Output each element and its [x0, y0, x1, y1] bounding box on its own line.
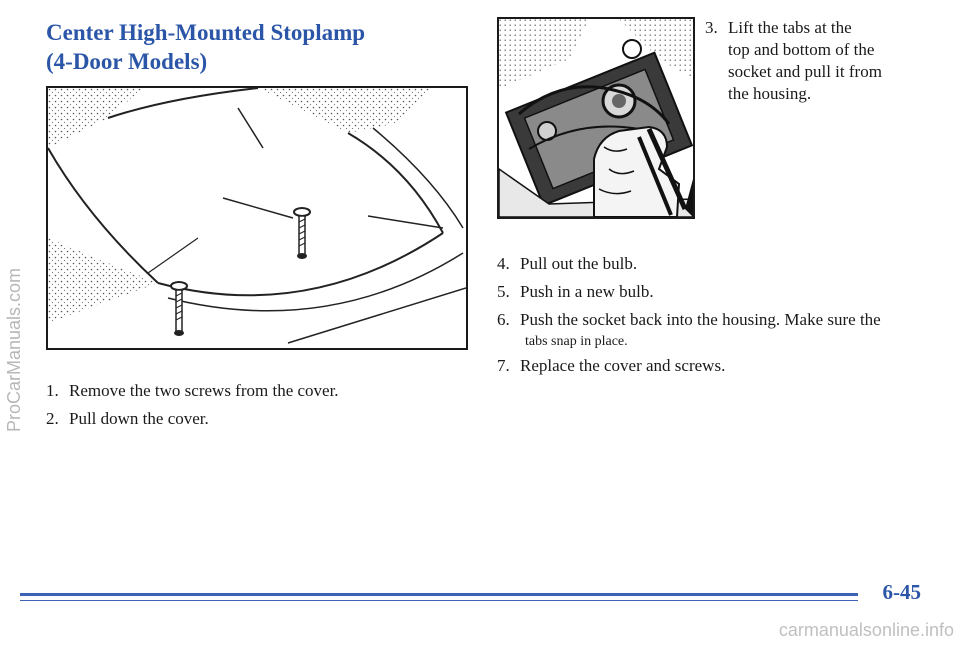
step-text: Push in a new bulb.	[520, 282, 654, 301]
step-number: 6.	[497, 310, 510, 329]
footer-rule-thin	[20, 600, 858, 601]
step-text-line: top and bottom of the	[728, 40, 875, 59]
step-text: Remove the two screws from the cover.	[69, 381, 339, 400]
footer-rule	[20, 593, 858, 596]
step-text-line: socket and pull it from	[728, 62, 882, 81]
watermark-text: ProCarManuals.com	[4, 267, 24, 432]
step-text-line: the housing.	[728, 84, 812, 103]
step-text: Pull out the bulb.	[520, 254, 638, 273]
step-6-continuation: tabs snap in place.	[525, 334, 628, 349]
step-2	[46, 408, 209, 430]
page-number: 6-45	[882, 580, 921, 604]
footer-site-text: carmanualsonline.info	[778, 620, 954, 640]
step-4	[497, 253, 637, 275]
step-number: 2.	[46, 409, 59, 428]
step-6	[497, 309, 881, 331]
stoplamp-socket-illustration	[497, 17, 695, 219]
step-5	[497, 281, 654, 303]
title-line-1: Center High-Mounted Stoplamp	[46, 20, 366, 45]
step-7	[497, 355, 725, 377]
step-3	[705, 17, 915, 105]
stoplamp-cover-illustration	[46, 86, 468, 350]
step-text: Pull down the cover.	[69, 409, 209, 428]
title-line-2: (4-Door Models)	[46, 49, 208, 74]
step-text: Replace the cover and screws.	[520, 356, 726, 375]
screw-icon	[294, 208, 310, 259]
step-number: 7.	[497, 356, 510, 375]
step-number: 5.	[497, 282, 510, 301]
step-text-line: Lift the tabs at the	[728, 18, 852, 37]
step-number: 3.	[705, 18, 718, 37]
step-1	[46, 380, 339, 402]
step-number: 1.	[46, 381, 59, 400]
step-text: Push the socket back into the housing. Make sure the	[520, 310, 881, 329]
step-number: 4.	[497, 254, 510, 273]
section-title	[46, 18, 365, 76]
